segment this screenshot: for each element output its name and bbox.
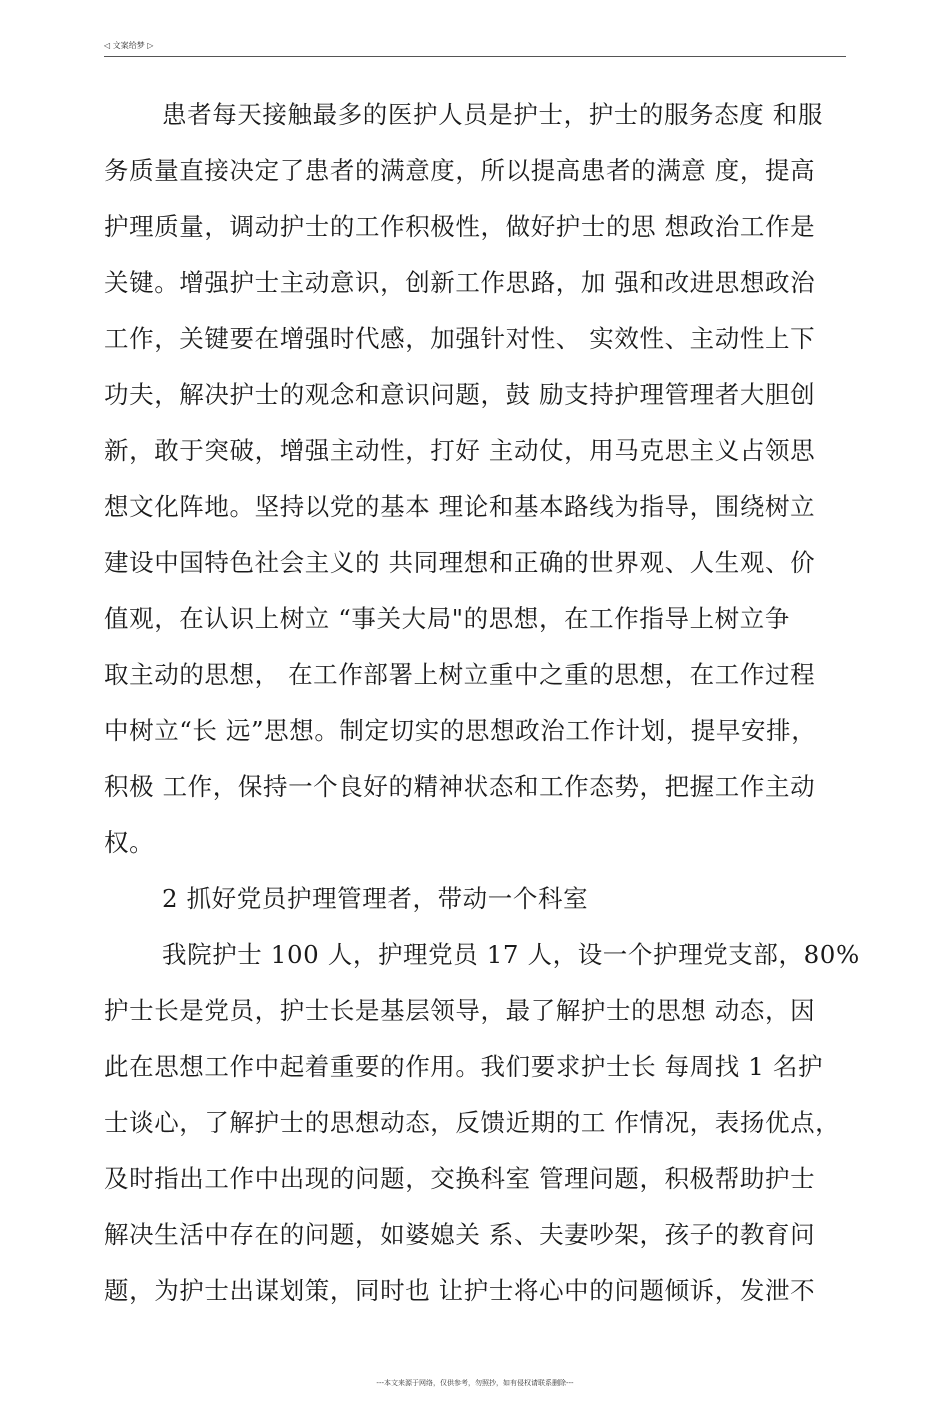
- text-line: 士谈心，了解护士的思想动态，反馈近期的工 作情况，表扬优点，: [104, 1108, 841, 1137]
- header-label: ◁ 文案给梦 ▷: [104, 41, 154, 50]
- text-line: 想文化阵地。坚持以党的基本 理论和基本路线为指导，围绕树立: [104, 492, 816, 521]
- text-line: 护士长是党员，护士长是基层领导，最了解护士的思想 动态，因: [104, 996, 816, 1025]
- text-line: 取主动的思想， 在工作部署上树立重中之重的思想，在工作过程: [104, 660, 816, 689]
- text-line: 建设中国特色社会主义的 共同理想和正确的世界观、人生观、价: [104, 548, 816, 577]
- text-line: 工作，关键要在增强时代感，加强针对性、 实效性、主动性上下: [104, 324, 816, 353]
- text-line: 解决生活中存在的问题，如婆媳关 系、夫妻吵架，孩子的教育问: [104, 1220, 816, 1249]
- page-header: [104, 38, 846, 57]
- text-line: 权。: [104, 828, 155, 857]
- page-footer: ---本文来源于网络，仅供参考，勿照抄，如有侵权请联系删除---: [376, 1379, 574, 1387]
- text-line: 患者每天接触最多的医护人员是护士，护士的服务态度 和服: [162, 100, 823, 129]
- body-text: [104, 92, 860, 1324]
- text-line: 务质量直接决定了患者的满意度，所以提高患者的满意 度，提高: [104, 156, 816, 185]
- section-heading: 2 抓好党员护理管理者，带动一个科室: [162, 884, 589, 913]
- text-line: 题，为护士出谋划策，同时也 让护士将心中的问题倾诉，发泄不: [104, 1276, 816, 1305]
- text-line: 护理质量，调动护士的工作积极性，做好护士的思 想政治工作是: [104, 212, 816, 241]
- text-line: 积极 工作，保持一个良好的精神状态和工作态势，把握工作主动: [104, 772, 816, 801]
- text-line: 此在思想工作中起着重要的作用。我们要求护士长 每周找 1 名护: [104, 1052, 824, 1081]
- text-line: 新，敢于突破，增强主动性，打好 主动仗，用马克思主义占领思: [104, 436, 816, 465]
- text-line: 我院护士 100 人，护理党员 17 人，设一个护理党支部，80%: [162, 940, 860, 969]
- text-line: 及时指出工作中出现的问题，交换科室 管理问题，积极帮助护士: [104, 1164, 816, 1193]
- text-line: 关键。增强护士主动意识，创新工作思路，加 强和改进思想政治: [104, 268, 816, 297]
- text-line: 值观，在认识上树立 “事关大局"的思想，在工作指导上树立争: [104, 604, 790, 633]
- text-line: 中树立“长 远”思想。制定切实的思想政治工作计划，提早安排，: [104, 716, 817, 745]
- text-line: 功夫，解决护士的观念和意识问题，鼓 励支持护理管理者大胆创: [104, 380, 816, 409]
